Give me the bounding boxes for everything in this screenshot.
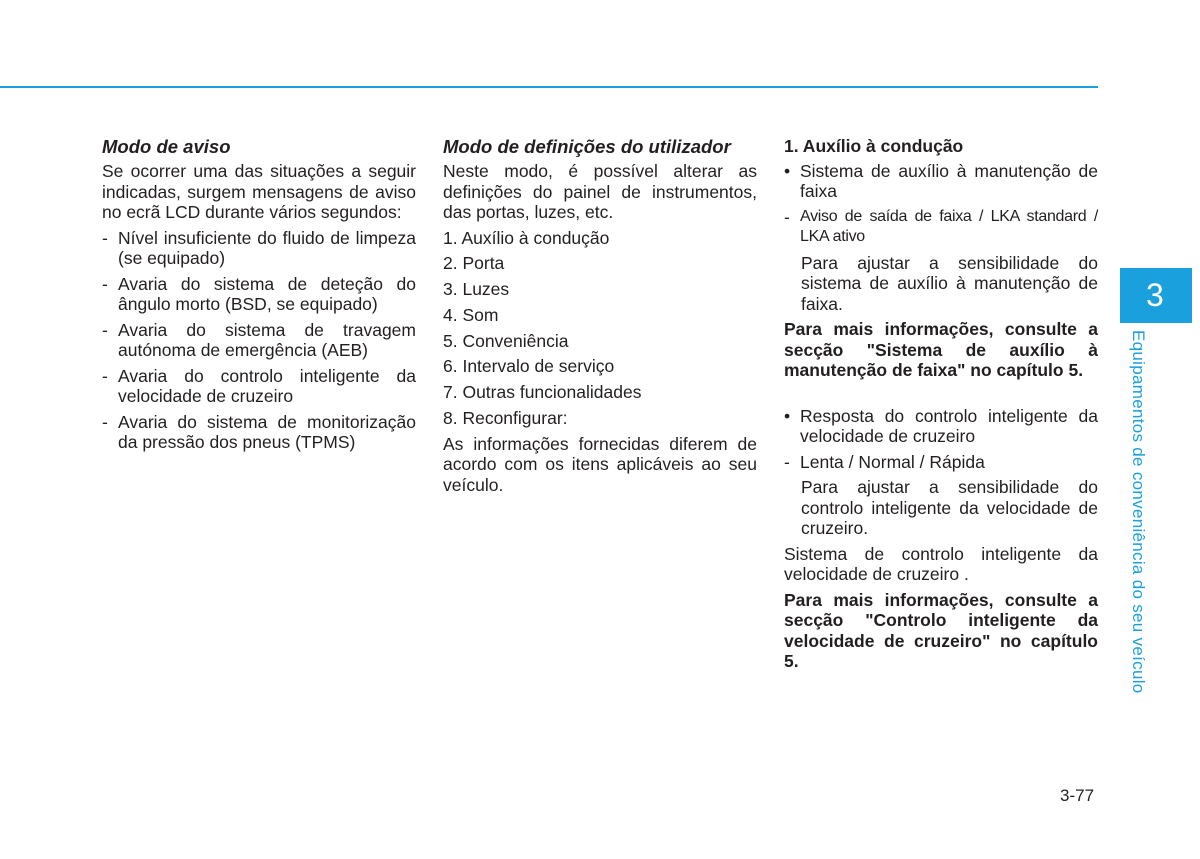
dash-marker: - [102,411,108,432]
page-number: 3-77 [1060,786,1095,805]
list-item: 3. Luzes [443,279,510,300]
list-item-text: Avaria do sistema de monitorização da pressão dos pneus (TPMS) [118,411,416,452]
dash-marker: - [784,206,790,227]
dash-marker: - [102,319,108,340]
bullet-item [784,161,1098,202]
chapter-title-vertical: Equipamentos de conveniência do seu veículo [1129,330,1148,694]
list-item [102,366,416,407]
section-heading: Modo de aviso [102,136,231,157]
column-driving-assist [784,136,1098,677]
list-item-text: Avaria do sistema de deteção do ângulo morto (BSD, se equipado) [118,273,416,314]
list-item: 6. Intervalo de serviço [443,356,615,377]
list-item [102,274,416,315]
section-heading: Modo de definições do utilizador [443,136,731,157]
plain-paragraph: Sistema de controlo inteligente da velocidade de cruzeiro . [784,543,1098,584]
bullet-text: Resposta do controlo inteligente da velocidade de cruzeiro [800,405,1098,446]
spacer [784,386,1098,406]
bullet-item [784,406,1098,447]
dash-text: Lenta / Normal / Rápida [800,451,985,472]
list-item [102,320,416,361]
dash-marker: - [784,451,790,472]
list-item: 1. Auxílio à condução [443,227,610,248]
list-item: 5. Conveniência [443,330,569,351]
list-item: 4. Som [443,304,499,325]
section-heading: 1. Auxílio à condução [784,136,964,156]
bullet-marker: • [784,405,791,426]
dash-marker: - [102,273,108,294]
list-item [102,228,416,269]
reference-note: Para mais informações, consulte a secção "Sistema de auxílio à manutenção de faixa" no capítulo 5. [784,319,1098,380]
dash-marker: - [102,227,108,248]
column-user-settings [443,136,757,500]
outro-paragraph: As informações fornecidas diferem de acordo com os itens aplicáveis ao seu veículo. [443,433,757,495]
column-warning-mode [102,136,416,458]
chapter-tab: 3 [1120,268,1192,323]
list-item-text: Nível insuficiente do fluido de limpeza (se equipado) [118,227,416,268]
list-item: 8. Reconfigurar: [443,408,568,429]
bullet-marker: • [784,160,791,181]
list-item: 7. Outras funcionalidades [443,382,642,403]
settings-list [443,228,757,429]
list-item [102,412,416,453]
dash-item [784,207,1098,248]
indented-paragraph: Para ajustar a sensibilidade do controlo inteligente da velocidade de cruzeiro. [801,477,1098,538]
reference-note: Para mais informações, consulte a secção "Controlo inteligente da velocidade de cruzeiro" no capítulo 5. [784,589,1098,671]
dash-text: Aviso de saída de faixa / LKA standard / LKA ativo [800,207,1098,245]
header-rule [0,86,1098,88]
list-item-text: Avaria do controlo inteligente da velocidade de cruzeiro [118,365,416,406]
dash-marker: - [102,365,108,386]
bullet-text: Sistema de auxílio à manutenção de faixa [800,160,1098,201]
list-item-text: Avaria do sistema de travagem autónoma de emergência (AEB) [118,319,416,360]
indented-paragraph: Para ajustar a sensibilidade do sistema de auxílio à manutenção de faixa. [801,252,1098,314]
list-item: 2. Porta [443,253,505,274]
intro-paragraph: Neste modo, é possível alterar as definições do painel de instrumentos, das portas, luzes, etc. [443,161,757,222]
intro-paragraph: Se ocorrer uma das situações a seguir indicadas, surgem mensagens de aviso no ecrã LCD durante vários segundos: [102,161,416,222]
dash-item [784,452,1098,473]
